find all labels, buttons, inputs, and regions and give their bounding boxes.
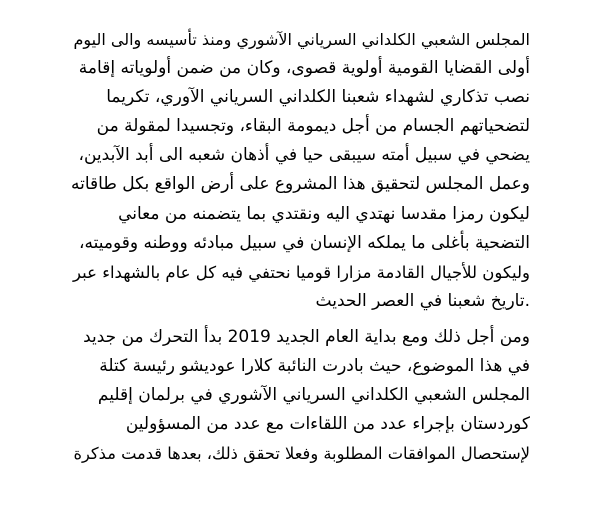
- text-line: ومن أجل ذلك ومع بداية العام الجديد 2019 بدأ التحرك من جديد: [83, 327, 530, 347]
- text-line: لإستحصال الموافقات المطلوبة وفعلا تحقق ذلك، بعدها قدمت مذكرة: [73, 444, 530, 464]
- text-line: يضحي في سبيل أمته سيبقى حيا في أذهان شعبه الى أبد الآبدين،: [78, 145, 530, 166]
- text-line: التضحية بأغلى ما يملكه الإنسان في سبيل مبادئه ووطنه وقوميته،: [79, 232, 530, 253]
- text-line: كوردستان بإجراء عدد من اللقاءات مع عدد من المسؤولين: [125, 414, 530, 435]
- text-line: وعمل المجلس لتحقيق هذا المشروع على أرض الواقع بكل طاقاته: [71, 174, 530, 195]
- text-line: نصب تذكاري لشهداء شعبنا الكلداني السرياني الآوري، تكريما: [106, 87, 530, 108]
- text-line: في هذا الموضوع، حيث بادرت النائبة كلارا عوديشو رئيسة كتلة: [99, 356, 530, 377]
- text-line: المجلس الشعبي الكلداني السرياني الآشوري في برلمان إقليم: [97, 385, 530, 406]
- text-line: .تاريخ شعبنا في العصر الحديث: [315, 290, 530, 311]
- text-line: أولى القضايا القومية أولوية قصوى، وكان من ضمن أولوياته إقامة: [78, 58, 530, 79]
- paragraph-1: [68, 25, 530, 316]
- text-line: المجلس الشعبي الكلداني السرياني الآشوري ومنذ تأسيسه والى اليوم: [73, 30, 530, 49]
- text-line: وليكون للأجيال القادمة مزارا قوميا نحتفي فيه كل عام بالشهداء عبر: [73, 262, 530, 282]
- text-line: ليكون رمزا مقدسا نهتدي اليه ونقتدي بما يتضمنه من معاني: [118, 203, 530, 224]
- text-line: لتضحياتهم الجسام من أجل ديمومة البقاء، وتجسيدا لمقولة من: [96, 116, 530, 137]
- paragraph-2: [68, 323, 530, 468]
